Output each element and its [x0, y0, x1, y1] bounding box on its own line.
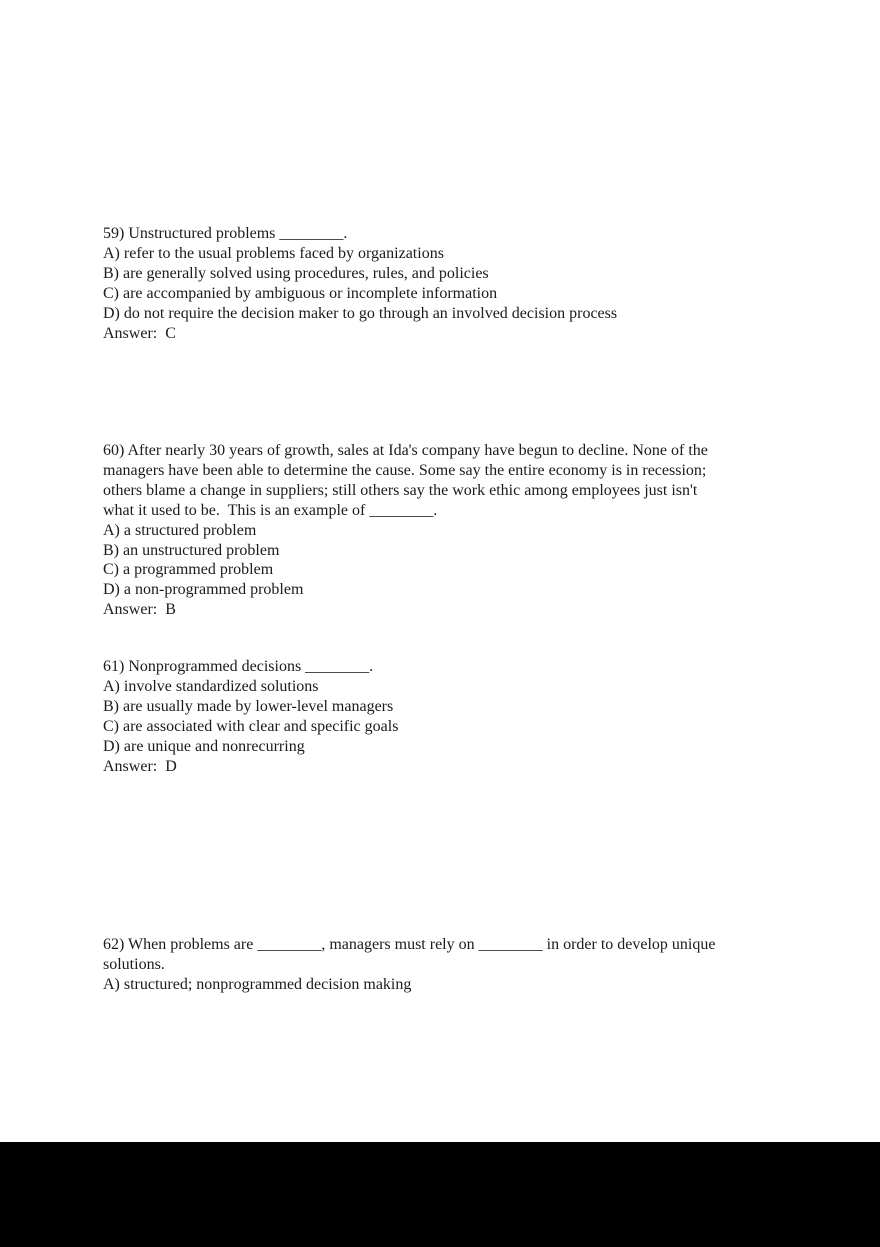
answer-option: B) are generally solved using procedures, rules, and policies [103, 264, 489, 282]
question-stem-line: others blame a change in suppliers; still others say the work ethic among employees just isn't [103, 481, 698, 499]
page-bottom-black-band [0, 1142, 880, 1247]
question-stem-line: managers have been able to determine the cause. Some say the entire economy is in recession; [103, 461, 707, 479]
question-stem-line: 61) Nonprogrammed decisions ________. [103, 658, 374, 675]
answer-line: Answer: B [103, 601, 176, 619]
answer-option: B) are usually made by lower-level managers [103, 697, 394, 715]
answer-option: C) are accompanied by ambiguous or incomplete information [103, 284, 498, 302]
answer-option: D) a non-programmed problem [103, 581, 304, 599]
answer-option: D) do not require the decision maker to go through an involved decision process [103, 304, 618, 322]
question-stem-line: 62) When problems are ________, managers must rely on ________ in order to develop unique [103, 936, 716, 953]
answer-option: A) involve standardized solutions [103, 677, 319, 695]
question-stem-line: what it used to be. This is an example of ________. [103, 501, 438, 519]
answer-line: Answer: D [103, 757, 177, 775]
question-stem-line: 60) After nearly 30 years of growth, sales at Ida's company have begun to decline. None of the [103, 442, 708, 459]
question-block-60 [103, 441, 820, 620]
answer-option: B) an unstructured problem [103, 541, 280, 559]
question-block-62 [103, 935, 820, 995]
question-block-59 [103, 224, 820, 343]
answer-option: A) refer to the usual problems faced by organizations [103, 244, 444, 262]
answer-option: C) are associated with clear and specific goals [103, 717, 399, 735]
question-stem-line: solutions. [103, 955, 165, 973]
answer-option: D) are unique and nonrecurring [103, 737, 305, 755]
answer-option: A) a structured problem [103, 521, 257, 539]
question-stem-line: 59) Unstructured problems ________. [103, 225, 348, 242]
answer-option: A) structured; nonprogrammed decision making [103, 975, 412, 993]
answer-line: Answer: C [103, 324, 176, 342]
question-block-61 [103, 657, 820, 776]
answer-option: C) a programmed problem [103, 561, 274, 579]
